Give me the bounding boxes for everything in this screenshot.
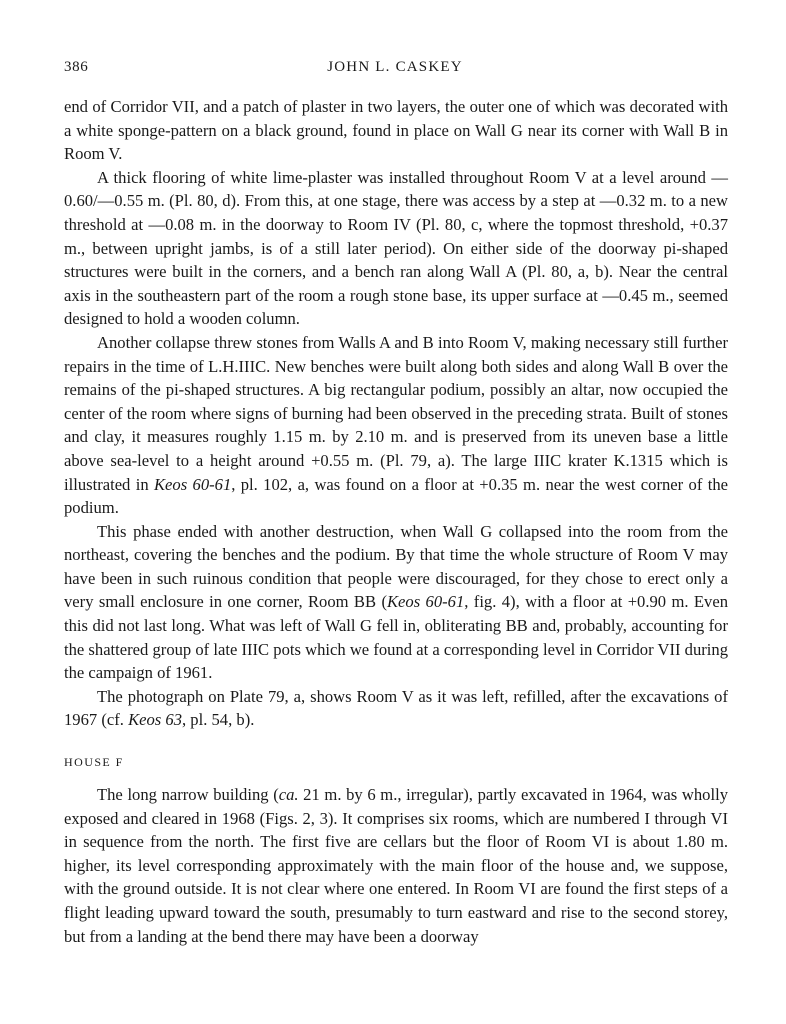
section-heading: HOUSE F: [64, 755, 124, 770]
text-run: , fig. 4), with a floor at +0.90 m. Even this did not last long. What was left of Wall G fell in, obliterating BB and, probably, accounting for the shattered group of late IIIC pots which we found at a corresponding level in Corridor VII during the campaign of 1961.: [64, 592, 728, 683]
text-run: , pl. 54, b).: [182, 710, 255, 730]
page-header: [64, 59, 726, 81]
body-text: [64, 95, 728, 948]
paragraph-house-f: [64, 783, 728, 948]
running-title: JOHN L. CASKEY: [327, 59, 463, 75]
italic-citation: Keos 60-61: [386, 592, 465, 612]
text-run: Another collapse threw stones from Walls A and B into Room V, making necessary still further repairs in the time of L.H.IIIC. New benches were built along both sides and along Wall B over the remains of the pi-shaped structures. A big rectangular podium, possibly an altar, now occupied the center of the room where signs of burning had been observed in the preceding strata. Built of stones and clay, it measures roughly 1.15 m. by 2.10 m. and is preserved from its uneven base a little above sea-level to a height around +0.55 m. (Pl. 79, a). The large IIIC krater K.1315 which is illustrated in: [64, 332, 728, 494]
paragraph-continuation: end of Corridor VII, and a patch of plaster in two layers, the outer one of which was decorated with a white sponge-pattern on a black ground, found in place on Wall G near its corner with Wall B in Room V.: [64, 97, 728, 164]
italic-citation: Keos 63: [128, 710, 182, 730]
text-run: This phase ended with another destruction, when Wall G collapsed into the room from the northeast, covering the benches and the podium. By that time the whole structure of Room V may have been in such ruinous condition that people were discouraged, for they chose to erect only a very small enclosure in one corner, Room BB (: [64, 521, 728, 612]
paragraph-flooring: A thick flooring of white lime-plaster was installed throughout Room V at a level around —0.60/—0.55 m. (Pl. 80, d). From this, at one stage, there was access by a step at —0.32 m. to a new threshold at —0.08 m. in the doorway to Room IV (Pl. 80, c, where the topmost threshold, +0.37 m., between upright jambs, is of a still later period). On either side of the doorway pi-shaped structures were built in the corners, and a bench ran along Wall A (Pl. 80, a, b). Near the central axis in the southeastern part of the room a rough stone base, its upper surface at —0.45 m., seemed designed to hold a wooden column.: [64, 167, 728, 329]
text-run: The long narrow building (: [97, 785, 279, 805]
text-run: 21 m. by 6 m., irregular), partly excavated in 1964, was wholly exposed and cleared in 1968 (Figs. 2, 3). It comprises six rooms, which are numbered I through VI in sequence from the north. The first five are cellars but the floor of Room VI is about 1.80 m. higher, its level corresponding approximately with the main floor of the house and, we suppose, with the ground outside. It is not clear where one entered. In Room VI are found the first steps of a flight leading upward toward the south, presumably to turn eastward and rise to the second storey, but from a landing at the bend there may have been a doorway: [64, 785, 728, 946]
text-run: The photograph on Plate 79, a, shows Room V as it was left, refilled, after the excavations of 1967 (cf.: [64, 686, 728, 730]
paragraph-collapse: [64, 331, 728, 520]
italic-citation: Keos 60-61: [153, 474, 232, 494]
italic-abbreviation: ca.: [278, 785, 299, 805]
paragraph-photograph: [64, 685, 728, 732]
page-number: 386: [64, 59, 89, 75]
text-run: , pl. 102, a, was found on a floor at +0.35 m. near the west corner of the podium.: [64, 474, 728, 518]
paragraph-destruction: [64, 520, 728, 685]
